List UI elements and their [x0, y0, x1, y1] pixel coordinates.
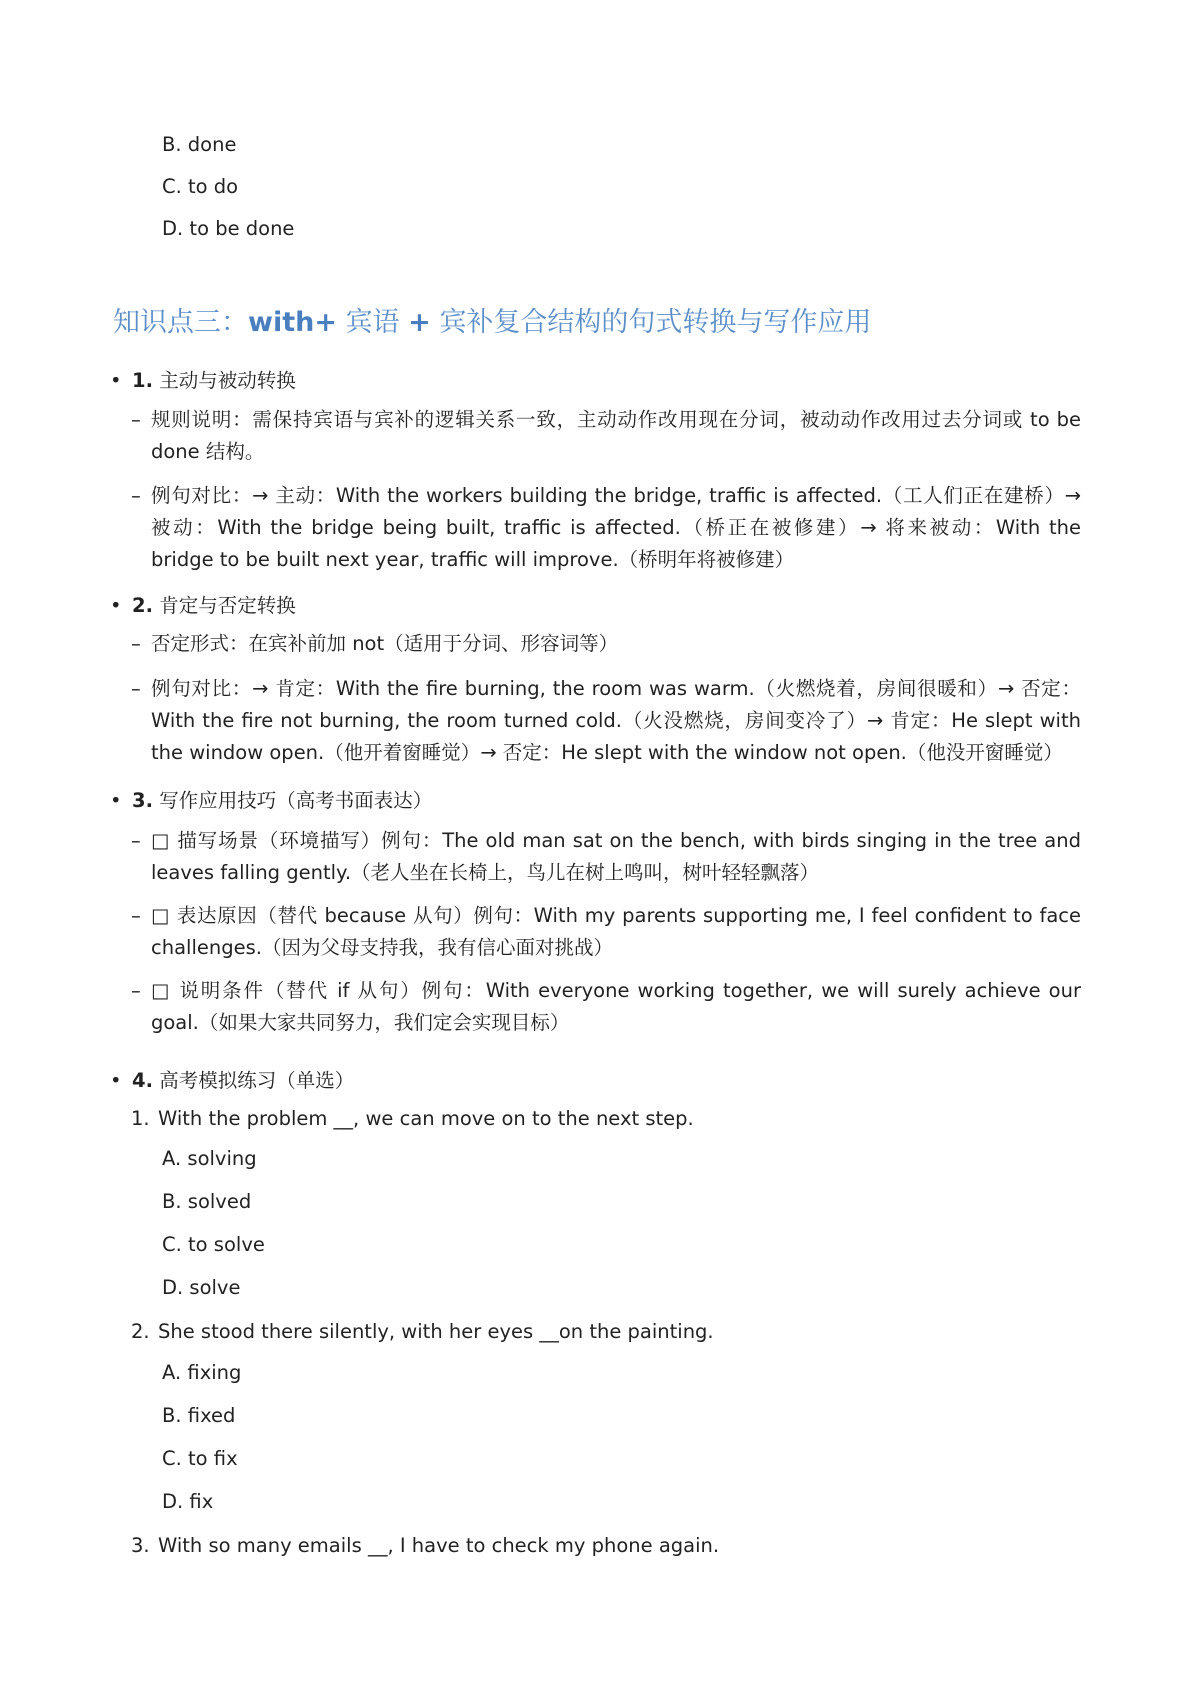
option-letter: A. — [162, 1361, 182, 1384]
point-3-reason-text: □ 表达原因（替代 because 从句）例句：With my parents supporting me, I feel confident to face challenges.（因为父母支持我，我有信心面对挑战） — [151, 904, 1081, 959]
option-text: solve — [189, 1276, 241, 1299]
q2-option-b[interactable] — [162, 1404, 235, 1427]
option-text: to solve — [188, 1233, 265, 1256]
option-b — [162, 133, 236, 156]
point-2-example-text: 例句对比：→ 肯定：With the fire burning, the room was warm.（火燃烧着，房间很暖和）→ 否定：With the fire not burning, the room turned cold.（火没燃烧，房间变冷了）→ 肯定：He slept with the window open.（他开着窗睡觉）→ 否定：He slept with the window not open.（他没开窗睡觉） — [151, 677, 1081, 764]
question-2 — [131, 1320, 714, 1343]
option-text: solved — [187, 1190, 252, 1213]
q1-option-b[interactable] — [162, 1190, 251, 1213]
dash-mark: – — [131, 632, 141, 655]
point-3-scene — [131, 825, 1081, 889]
heading-prefix: 知识点三： — [113, 307, 248, 338]
question-text: With so many emails __, I have to check my phone again. — [158, 1534, 720, 1557]
heading-rest: 宾补复合结构的句式转换与写作应用 — [430, 307, 872, 338]
point-3-reason — [131, 900, 1081, 964]
dash-mark: – — [131, 829, 141, 852]
point-2 — [110, 590, 296, 618]
option-letter: D. — [162, 1276, 184, 1299]
point-title: 写作应用技巧（高考书面表达） — [159, 789, 433, 812]
point-number: 1. — [132, 369, 153, 392]
point-number: 3. — [132, 789, 153, 812]
option-letter: A. — [162, 1147, 182, 1170]
option-text: fixing — [187, 1361, 242, 1384]
question-text: She stood there silently, with her eyes __on the painting. — [158, 1320, 714, 1343]
bullet-dot: • — [110, 369, 122, 392]
bullet-dot: • — [110, 1069, 122, 1092]
bullet-dot: • — [110, 594, 122, 617]
question-1 — [131, 1107, 694, 1130]
option-letter: B. — [162, 133, 182, 156]
point-1-example — [131, 480, 1081, 576]
point-title: 高考模拟练习（单选） — [159, 1069, 355, 1092]
option-text: done — [187, 133, 237, 156]
q1-option-c[interactable] — [162, 1233, 265, 1256]
heading-bold-with: with+ — [248, 307, 337, 338]
point-2-example — [131, 673, 1081, 769]
point-1-rule — [131, 404, 1081, 468]
dash-mark: – — [131, 979, 141, 1002]
option-text: solving — [187, 1147, 257, 1170]
q2-option-a[interactable] — [162, 1361, 241, 1384]
option-letter: B. — [162, 1190, 182, 1213]
point-title: 肯定与否定转换 — [159, 594, 296, 617]
q2-option-c[interactable] — [162, 1447, 238, 1470]
q1-option-a[interactable] — [162, 1147, 257, 1170]
option-text: to do — [188, 175, 239, 198]
point-title: 主动与被动转换 — [159, 369, 296, 392]
point-3-condition — [131, 975, 1081, 1039]
dash-mark: – — [131, 408, 141, 431]
option-text: to fix — [188, 1447, 238, 1470]
section-heading — [113, 300, 871, 339]
option-text: to be done — [189, 217, 295, 240]
point-3-scene-text: □ 描写场景（环境描写）例句：The old man sat on the bench, with birds singing in the tree and leaves falling gently.（老人坐在长椅上，鸟儿在树上鸣叫，树叶轻轻飘落） — [151, 829, 1081, 884]
point-1-rule-text: 规则说明：需保持宾语与宾补的逻辑关系一致，主动动作改用现在分词，被动动作改用过去分词或 to be done 结构。 — [151, 408, 1081, 463]
option-d — [162, 217, 294, 240]
point-number: 4. — [132, 1069, 153, 1092]
point-2-rule — [131, 628, 1081, 660]
option-letter: C. — [162, 175, 182, 198]
bullet-dot: • — [110, 789, 122, 812]
point-3 — [110, 785, 432, 813]
option-letter: D. — [162, 1490, 184, 1513]
option-letter: C. — [162, 1233, 182, 1256]
point-4 — [110, 1065, 354, 1093]
option-text: fix — [189, 1490, 214, 1513]
dash-mark: – — [131, 677, 141, 700]
q2-option-d[interactable] — [162, 1490, 213, 1513]
option-letter: B. — [162, 1404, 182, 1427]
dash-mark: – — [131, 904, 141, 927]
point-2-rule-text: 否定形式：在宾补前加 not（适用于分词、形容词等） — [151, 632, 619, 655]
point-1 — [110, 365, 296, 393]
question-number: 2. — [131, 1320, 150, 1343]
heading-mid: 宾语 — [336, 307, 409, 338]
point-number: 2. — [132, 594, 153, 617]
dash-mark: – — [131, 484, 141, 507]
question-number: 3. — [131, 1534, 150, 1557]
point-1-example-text: 例句对比：→ 主动：With the workers building the bridge, traffic is affected.（工人们正在建桥）→ 被动：With the bridge being built, traffic is affected.（桥正在被修建）→ 将来被动：With the bridge to be built next year, traffic will improve.（桥明年将被修建） — [151, 484, 1081, 571]
option-c — [162, 175, 238, 198]
option-letter: C. — [162, 1447, 182, 1470]
point-3-condition-text: □ 说明条件（替代 if 从句）例句：With everyone working together, we will surely achieve our goal.（如果大家共同努力，我们定会实现目标） — [151, 979, 1081, 1034]
question-text: With the problem __, we can move on to the next step. — [158, 1107, 694, 1130]
question-3 — [131, 1534, 719, 1557]
question-number: 1. — [131, 1107, 150, 1130]
option-text: fixed — [187, 1404, 236, 1427]
heading-bold-plus: + — [408, 307, 431, 338]
q1-option-d[interactable] — [162, 1276, 240, 1299]
option-letter: D. — [162, 217, 184, 240]
